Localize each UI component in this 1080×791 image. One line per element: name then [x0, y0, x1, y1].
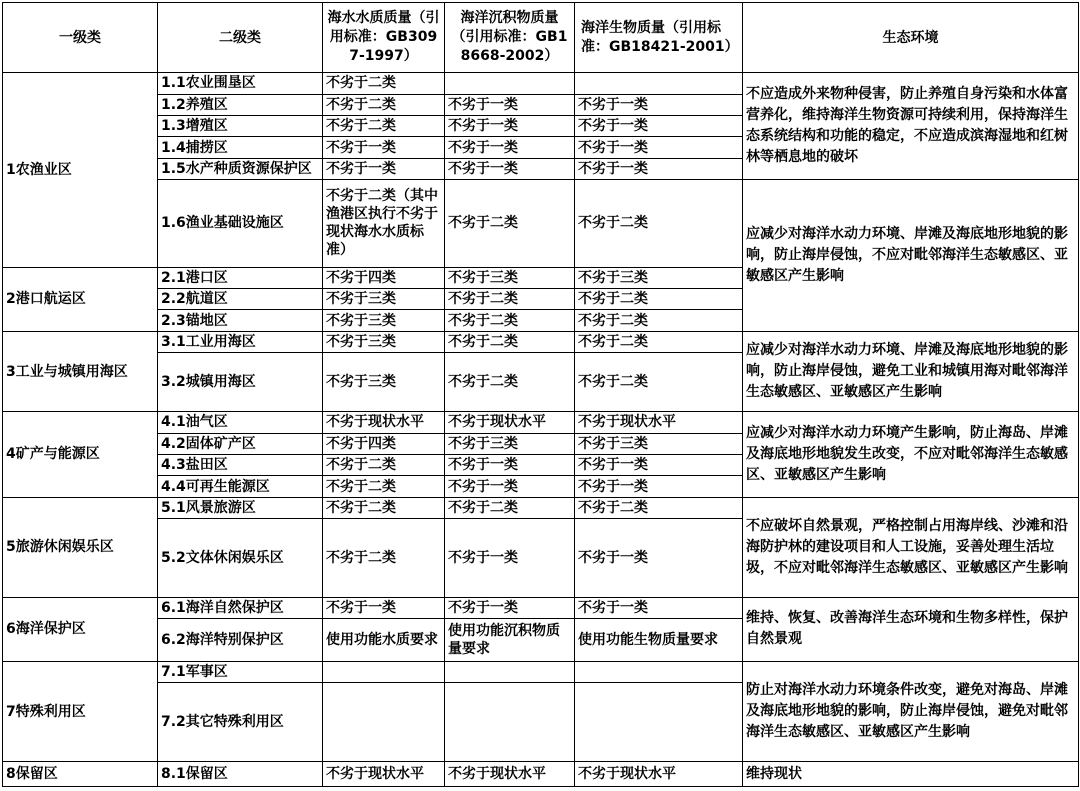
biology-cell: 不劣于一类 [575, 116, 743, 137]
level2-cell: 5.2文体休闲娱乐区 [158, 519, 323, 597]
sediment-cell: 不劣于二类 [445, 180, 575, 268]
sediment-cell: 不劣于三类 [445, 433, 575, 454]
water-cell: 不劣于二类（其中渔港区执行不劣于现状海水水质标准） [323, 180, 445, 268]
biology-cell: 不劣于二类 [575, 497, 743, 518]
biology-cell: 不劣于三类 [575, 433, 743, 454]
biology-cell: 不劣于二类 [575, 180, 743, 268]
biology-cell: 不劣于一类 [575, 519, 743, 597]
biology-cell [575, 73, 743, 94]
level2-cell: 3.2城镇用海区 [158, 353, 323, 412]
header-ecology: 生态环境 [743, 3, 1079, 73]
water-cell: 不劣于四类 [323, 267, 445, 288]
water-cell: 不劣于一类 [323, 597, 445, 618]
level1-cell: 3工业与城镇用海区 [3, 331, 158, 411]
sediment-cell: 不劣于一类 [445, 116, 575, 137]
level2-cell: 4.4可再生能源区 [158, 476, 323, 497]
water-cell: 不劣于二类 [323, 116, 445, 137]
sediment-cell [445, 73, 575, 94]
level2-cell: 6.2海洋特别保护区 [158, 618, 323, 661]
level2-cell: 3.1工业用海区 [158, 331, 323, 352]
table-row [3, 597, 1079, 618]
sediment-cell: 不劣于三类 [445, 267, 575, 288]
sediment-cell: 不劣于一类 [445, 454, 575, 475]
level2-cell: 1.6渔业基础设施区 [158, 180, 323, 268]
biology-cell [575, 683, 743, 762]
sediment-cell: 不劣于二类 [445, 310, 575, 331]
table-row [3, 412, 1079, 433]
water-cell: 不劣于一类 [323, 158, 445, 179]
biology-cell: 不劣于一类 [575, 94, 743, 115]
biology-cell: 不劣于一类 [575, 476, 743, 497]
biology-cell: 不劣于现状水平 [575, 762, 743, 787]
level2-cell: 1.2养殖区 [158, 94, 323, 115]
water-cell: 不劣于一类 [323, 137, 445, 158]
level2-cell: 5.1风景旅游区 [158, 497, 323, 518]
sediment-cell [445, 683, 575, 762]
biology-cell: 不劣于一类 [575, 597, 743, 618]
header-level1: 一级类 [3, 3, 158, 73]
sediment-cell [445, 661, 575, 682]
water-cell: 不劣于二类 [323, 94, 445, 115]
sediment-cell: 不劣于现状水平 [445, 762, 575, 787]
table-row [3, 762, 1079, 787]
table-row [3, 661, 1079, 682]
level1-cell: 1农渔业区 [3, 73, 158, 267]
water-cell: 不劣于三类 [323, 289, 445, 310]
table-row [3, 73, 1079, 94]
ecology-cell: 不应破坏自然景观，严格控制占用海岸线、沙滩和沿海防护林的建设项目和人工设施，妥善处理生活垃圾，不应对毗邻海洋生态敏感区、亚敏感区产生影响 [743, 497, 1079, 597]
table-row [3, 331, 1079, 352]
biology-cell: 不劣于二类 [575, 310, 743, 331]
table-row [3, 180, 1079, 268]
biology-cell: 不劣于现状水平 [575, 412, 743, 433]
water-cell: 使用功能水质要求 [323, 618, 445, 661]
biology-cell: 使用功能生物质量要求 [575, 618, 743, 661]
ecology-cell: 应减少对海洋水动力环境产生影响，防止海岛、岸滩及海底地形地貌发生改变，不应对毗邻海洋生态敏感区、亚敏感区产生影响 [743, 412, 1079, 498]
header-biology-quality: 海洋生物质量（引用标准：GB18421-2001） [575, 3, 743, 73]
water-cell: 不劣于二类 [323, 73, 445, 94]
sediment-cell: 不劣于现状水平 [445, 412, 575, 433]
biology-cell [575, 661, 743, 682]
water-cell: 不劣于三类 [323, 353, 445, 412]
level2-cell: 2.2航道区 [158, 289, 323, 310]
water-cell: 不劣于三类 [323, 331, 445, 352]
level2-cell: 7.2其它特殊利用区 [158, 683, 323, 762]
level1-cell: 6海洋保护区 [3, 597, 158, 661]
biology-cell: 不劣于一类 [575, 137, 743, 158]
water-cell: 不劣于三类 [323, 310, 445, 331]
level2-cell: 7.1军事区 [158, 661, 323, 682]
header-row [3, 3, 1079, 73]
water-cell: 不劣于四类 [323, 433, 445, 454]
ecology-cell: 不应造成外来物种侵害，防止养殖自身污染和水体富营养化，维持海洋生物资源可持续利用，保持海洋生态系统结构和功能的稳定，不应造成滨海湿地和红树林等栖息地的破坏 [743, 73, 1079, 180]
sediment-cell: 不劣于一类 [445, 137, 575, 158]
level2-cell: 1.5水产种质资源保护区 [158, 158, 323, 179]
sediment-cell: 不劣于一类 [445, 476, 575, 497]
level2-cell: 2.1港口区 [158, 267, 323, 288]
level1-cell: 8保留区 [3, 762, 158, 787]
level2-cell: 8.1保留区 [158, 762, 323, 787]
water-cell [323, 683, 445, 762]
biology-cell: 不劣于三类 [575, 267, 743, 288]
header-water-quality: 海水水质质量（引用标准：GB3097-1997） [323, 3, 445, 73]
level2-cell: 6.1海洋自然保护区 [158, 597, 323, 618]
level2-cell: 4.3盐田区 [158, 454, 323, 475]
ecology-cell: 应减少对海洋水动力环境、岸滩及海底地形地貌的影响，防止海岸侵蚀，避免工业和城镇用海对毗邻海洋生态敏感区、亚敏感区产生影响 [743, 331, 1079, 411]
level2-cell: 4.1油气区 [158, 412, 323, 433]
water-cell: 不劣于二类 [323, 476, 445, 497]
sediment-cell: 不劣于一类 [445, 94, 575, 115]
table-row [3, 497, 1079, 518]
level1-cell: 7特殊利用区 [3, 661, 158, 762]
level2-cell: 1.1农业围垦区 [158, 73, 323, 94]
header-level2: 二级类 [158, 3, 323, 73]
water-cell [323, 661, 445, 682]
sediment-cell: 不劣于一类 [445, 519, 575, 597]
ecology-cell: 维持现状 [743, 762, 1079, 787]
header-sediment-quality: 海洋沉积物质量（引用标准：GB18668-2002） [445, 3, 575, 73]
level1-cell: 2港口航运区 [3, 267, 158, 331]
sediment-cell: 不劣于一类 [445, 597, 575, 618]
level1-cell: 4矿产与能源区 [3, 412, 158, 498]
marine-zoning-table [2, 2, 1079, 787]
level2-cell: 2.3锚地区 [158, 310, 323, 331]
ecology-cell: 防止对海洋水动力环境条件改变，避免对海岛、岸滩及海底地形地貌的影响，防止海岸侵蚀，避免对毗邻海洋生态敏感区、亚敏感区产生影响 [743, 661, 1079, 762]
sediment-cell: 不劣于二类 [445, 353, 575, 412]
water-cell: 不劣于二类 [323, 497, 445, 518]
water-cell: 不劣于现状水平 [323, 412, 445, 433]
sediment-cell: 不劣于二类 [445, 331, 575, 352]
biology-cell: 不劣于二类 [575, 289, 743, 310]
sediment-cell: 不劣于二类 [445, 497, 575, 518]
water-cell: 不劣于现状水平 [323, 762, 445, 787]
biology-cell: 不劣于一类 [575, 158, 743, 179]
level2-cell: 1.3增殖区 [158, 116, 323, 137]
level1-cell: 5旅游休闲娱乐区 [3, 497, 158, 597]
level2-cell: 4.2固体矿产区 [158, 433, 323, 454]
ecology-cell: 维持、恢复、改善海洋生态环境和生物多样性，保护自然景观 [743, 597, 1079, 661]
water-cell: 不劣于二类 [323, 454, 445, 475]
sediment-cell: 不劣于一类 [445, 158, 575, 179]
biology-cell: 不劣于二类 [575, 331, 743, 352]
level2-cell: 1.4捕捞区 [158, 137, 323, 158]
ecology-cell: 应减少对海洋水动力环境、岸滩及海底地形地貌的影响，防止海岸侵蚀，不应对毗邻海洋生态敏感区、亚敏感区产生影响 [743, 180, 1079, 332]
sediment-cell: 不劣于二类 [445, 289, 575, 310]
biology-cell: 不劣于二类 [575, 353, 743, 412]
sediment-cell: 使用功能沉积物质量要求 [445, 618, 575, 661]
biology-cell: 不劣于一类 [575, 454, 743, 475]
water-cell: 不劣于二类 [323, 519, 445, 597]
